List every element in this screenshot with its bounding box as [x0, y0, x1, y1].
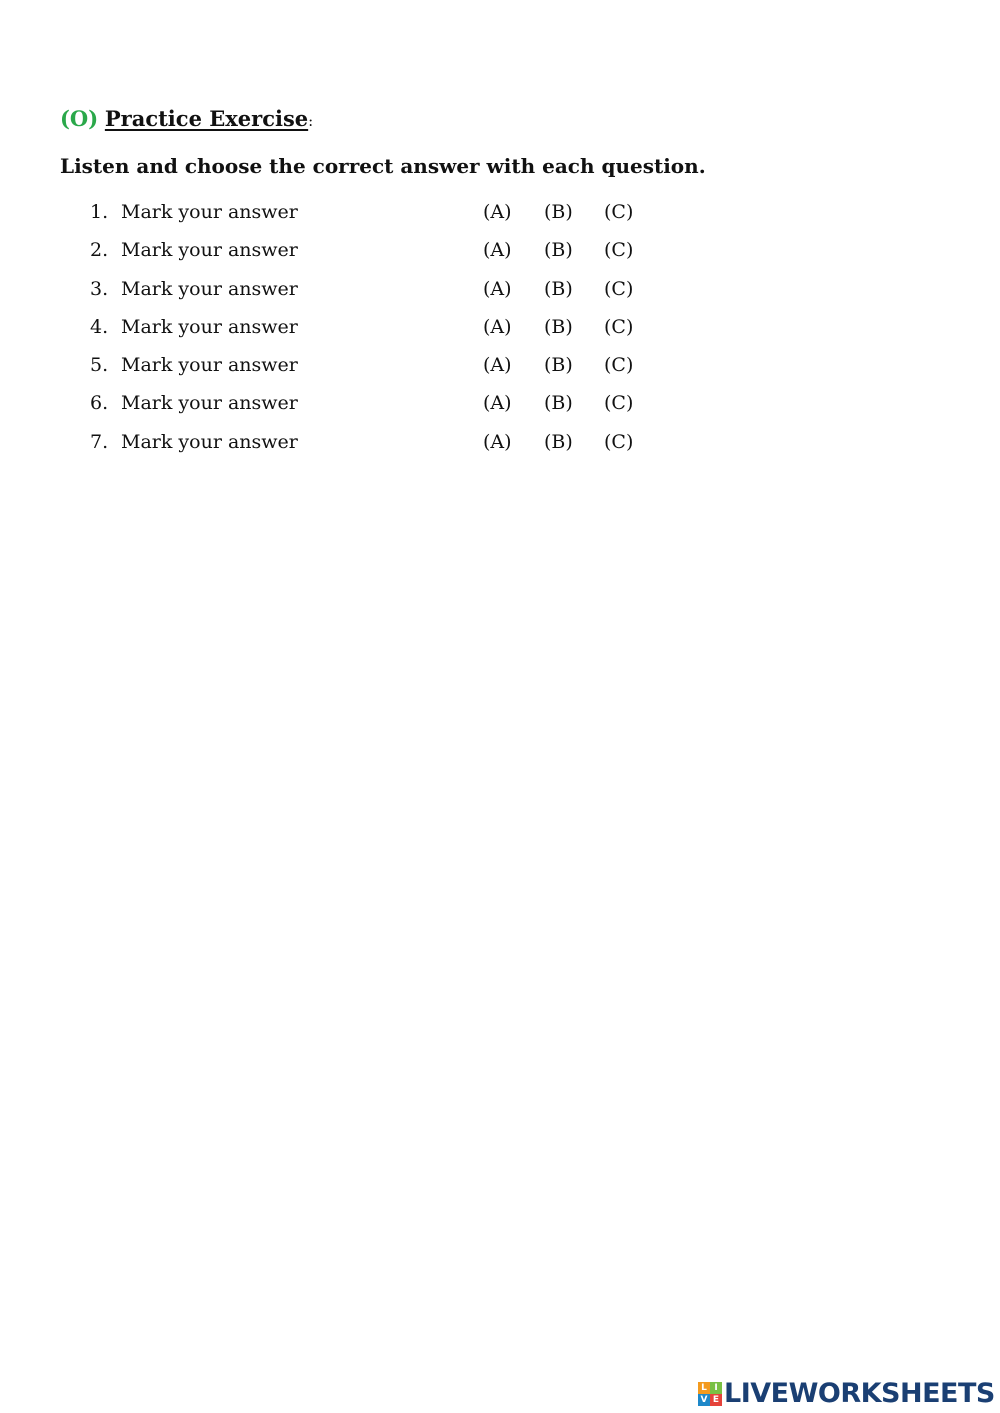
option-a[interactable]: (A) — [483, 239, 512, 262]
question-list — [0, 197, 1000, 465]
option-c[interactable]: (C) — [604, 430, 634, 453]
question-row-6 — [0, 388, 1000, 426]
question-text: Mark your answer — [121, 277, 298, 300]
option-b[interactable]: (B) — [544, 239, 573, 262]
question-number: 4. — [90, 315, 109, 338]
option-b[interactable]: (B) — [544, 430, 573, 453]
option-b[interactable]: (B) — [544, 315, 573, 338]
question-text: Mark your answer — [121, 239, 298, 262]
section-colon: : — [308, 112, 314, 130]
option-a[interactable]: (A) — [483, 354, 512, 377]
logo-tile: L — [698, 1382, 710, 1394]
option-a[interactable]: (A) — [483, 277, 512, 300]
question-row-3 — [0, 274, 1000, 312]
question-text: Mark your answer — [121, 315, 298, 338]
option-c[interactable]: (C) — [604, 201, 634, 223]
question-text: Mark your answer — [121, 430, 298, 453]
question-number: 3. — [90, 277, 109, 300]
option-b[interactable]: (B) — [544, 392, 573, 415]
option-a[interactable]: (A) — [483, 315, 512, 338]
liveworksheets-logo-icon — [698, 1382, 722, 1406]
question-row-4 — [0, 312, 1000, 350]
section-title: Practice Exercise — [104, 106, 309, 131]
option-a[interactable]: (A) — [483, 201, 512, 223]
instruction-text: Listen and choose the correct answer with each question. — [60, 154, 706, 178]
question-number: 2. — [90, 239, 109, 262]
option-a[interactable]: (A) — [483, 430, 512, 453]
option-b[interactable]: (B) — [544, 354, 573, 377]
question-text: Mark your answer — [121, 392, 298, 415]
option-c[interactable]: (C) — [604, 354, 634, 377]
liveworksheets-brand — [698, 1380, 995, 1408]
question-number: 6. — [90, 392, 109, 415]
question-row-2 — [0, 235, 1000, 273]
question-row-7 — [0, 427, 1000, 465]
option-c[interactable]: (C) — [604, 392, 634, 415]
option-c[interactable]: (C) — [604, 239, 634, 262]
section-heading — [60, 104, 313, 136]
option-c[interactable]: (C) — [604, 277, 634, 300]
brand-name: LIVEWORKSHEETS — [724, 1378, 995, 1409]
question-number: 1. — [90, 201, 109, 223]
option-b[interactable]: (B) — [544, 201, 573, 223]
option-b[interactable]: (B) — [544, 277, 573, 300]
logo-tile: E — [710, 1394, 722, 1406]
logo-tile: I — [710, 1382, 722, 1394]
question-text: Mark your answer — [121, 201, 298, 223]
question-number: 7. — [90, 430, 109, 453]
section-code: (O) — [60, 106, 99, 131]
question-row-5 — [0, 350, 1000, 388]
option-a[interactable]: (A) — [483, 392, 512, 415]
question-row-1 — [0, 197, 1000, 235]
question-text: Mark your answer — [121, 354, 298, 377]
question-number: 5. — [90, 354, 109, 377]
logo-tile: V — [698, 1394, 710, 1406]
option-c[interactable]: (C) — [604, 315, 634, 338]
